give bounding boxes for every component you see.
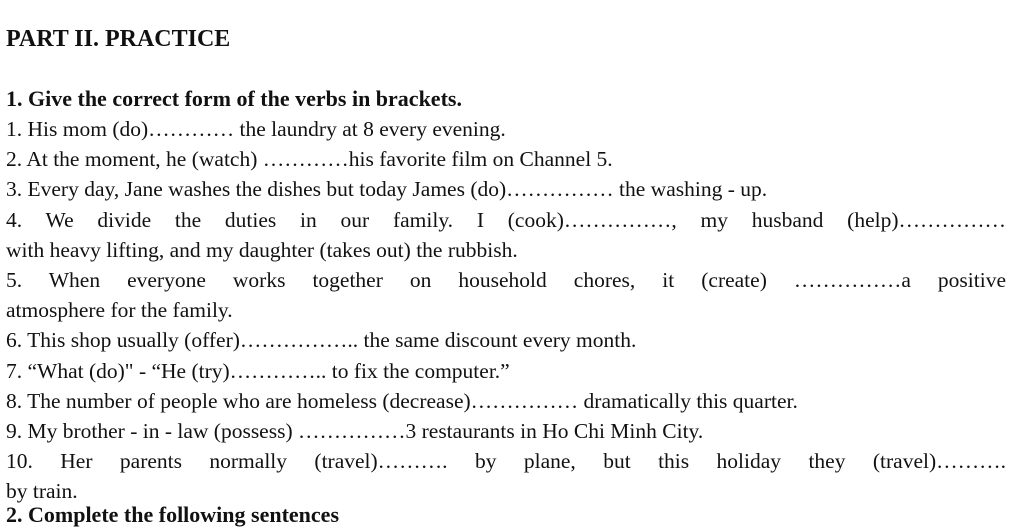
exercise-item-3: 3. Every day, Jane washes the dishes but today James (do)…………… the washing - up. (6, 177, 768, 202)
exercise-item-4-continuation: with heavy lifting, and my daughter (takes out) the rubbish. (6, 237, 518, 262)
part-title: PART II. PRACTICE (6, 26, 231, 52)
next-section-title-cutoff: 2. Complete the following sentences (6, 502, 340, 527)
worksheet (6, 24, 1006, 507)
exercise-item-5: 5. When everyone works together on household chores, it (create) ……………a positive (6, 268, 1006, 293)
section-title: 1. Give the correct form of the verbs in brackets. (6, 86, 462, 111)
exercise-item-1: 1. His mom (do)………… the laundry at 8 every evening. (6, 117, 506, 141)
exercise-item-7: 7. “What (do)" - “He (try)………….. to fix the computer.” (6, 358, 510, 383)
exercise-item-5-continuation: atmosphere for the family. (6, 298, 233, 323)
exercise-item-2: 2. At the moment, he (watch) …………his favorite film on Channel 5. (6, 147, 613, 172)
exercise-item-8: 8. The number of people who are homeless (decrease)…………… dramatically this quarter. (6, 388, 798, 413)
exercise-item-10: 10. Her parents normally (travel)………. by plane, but this holiday they (travel)………. (6, 449, 1006, 474)
exercise-item-4: 4. We divide the duties in our family. I (cook)……………, my husband (help)…………… (6, 207, 1006, 232)
exercise-item-6: 6. This shop usually (offer)…………….. the same discount every month. (6, 328, 637, 353)
exercise-item-10-continuation: by train. (6, 479, 78, 504)
exercise-item-9: 9. My brother - in - law (possess) ……………3 restaurants in Ho Chi Minh City. (6, 419, 704, 444)
